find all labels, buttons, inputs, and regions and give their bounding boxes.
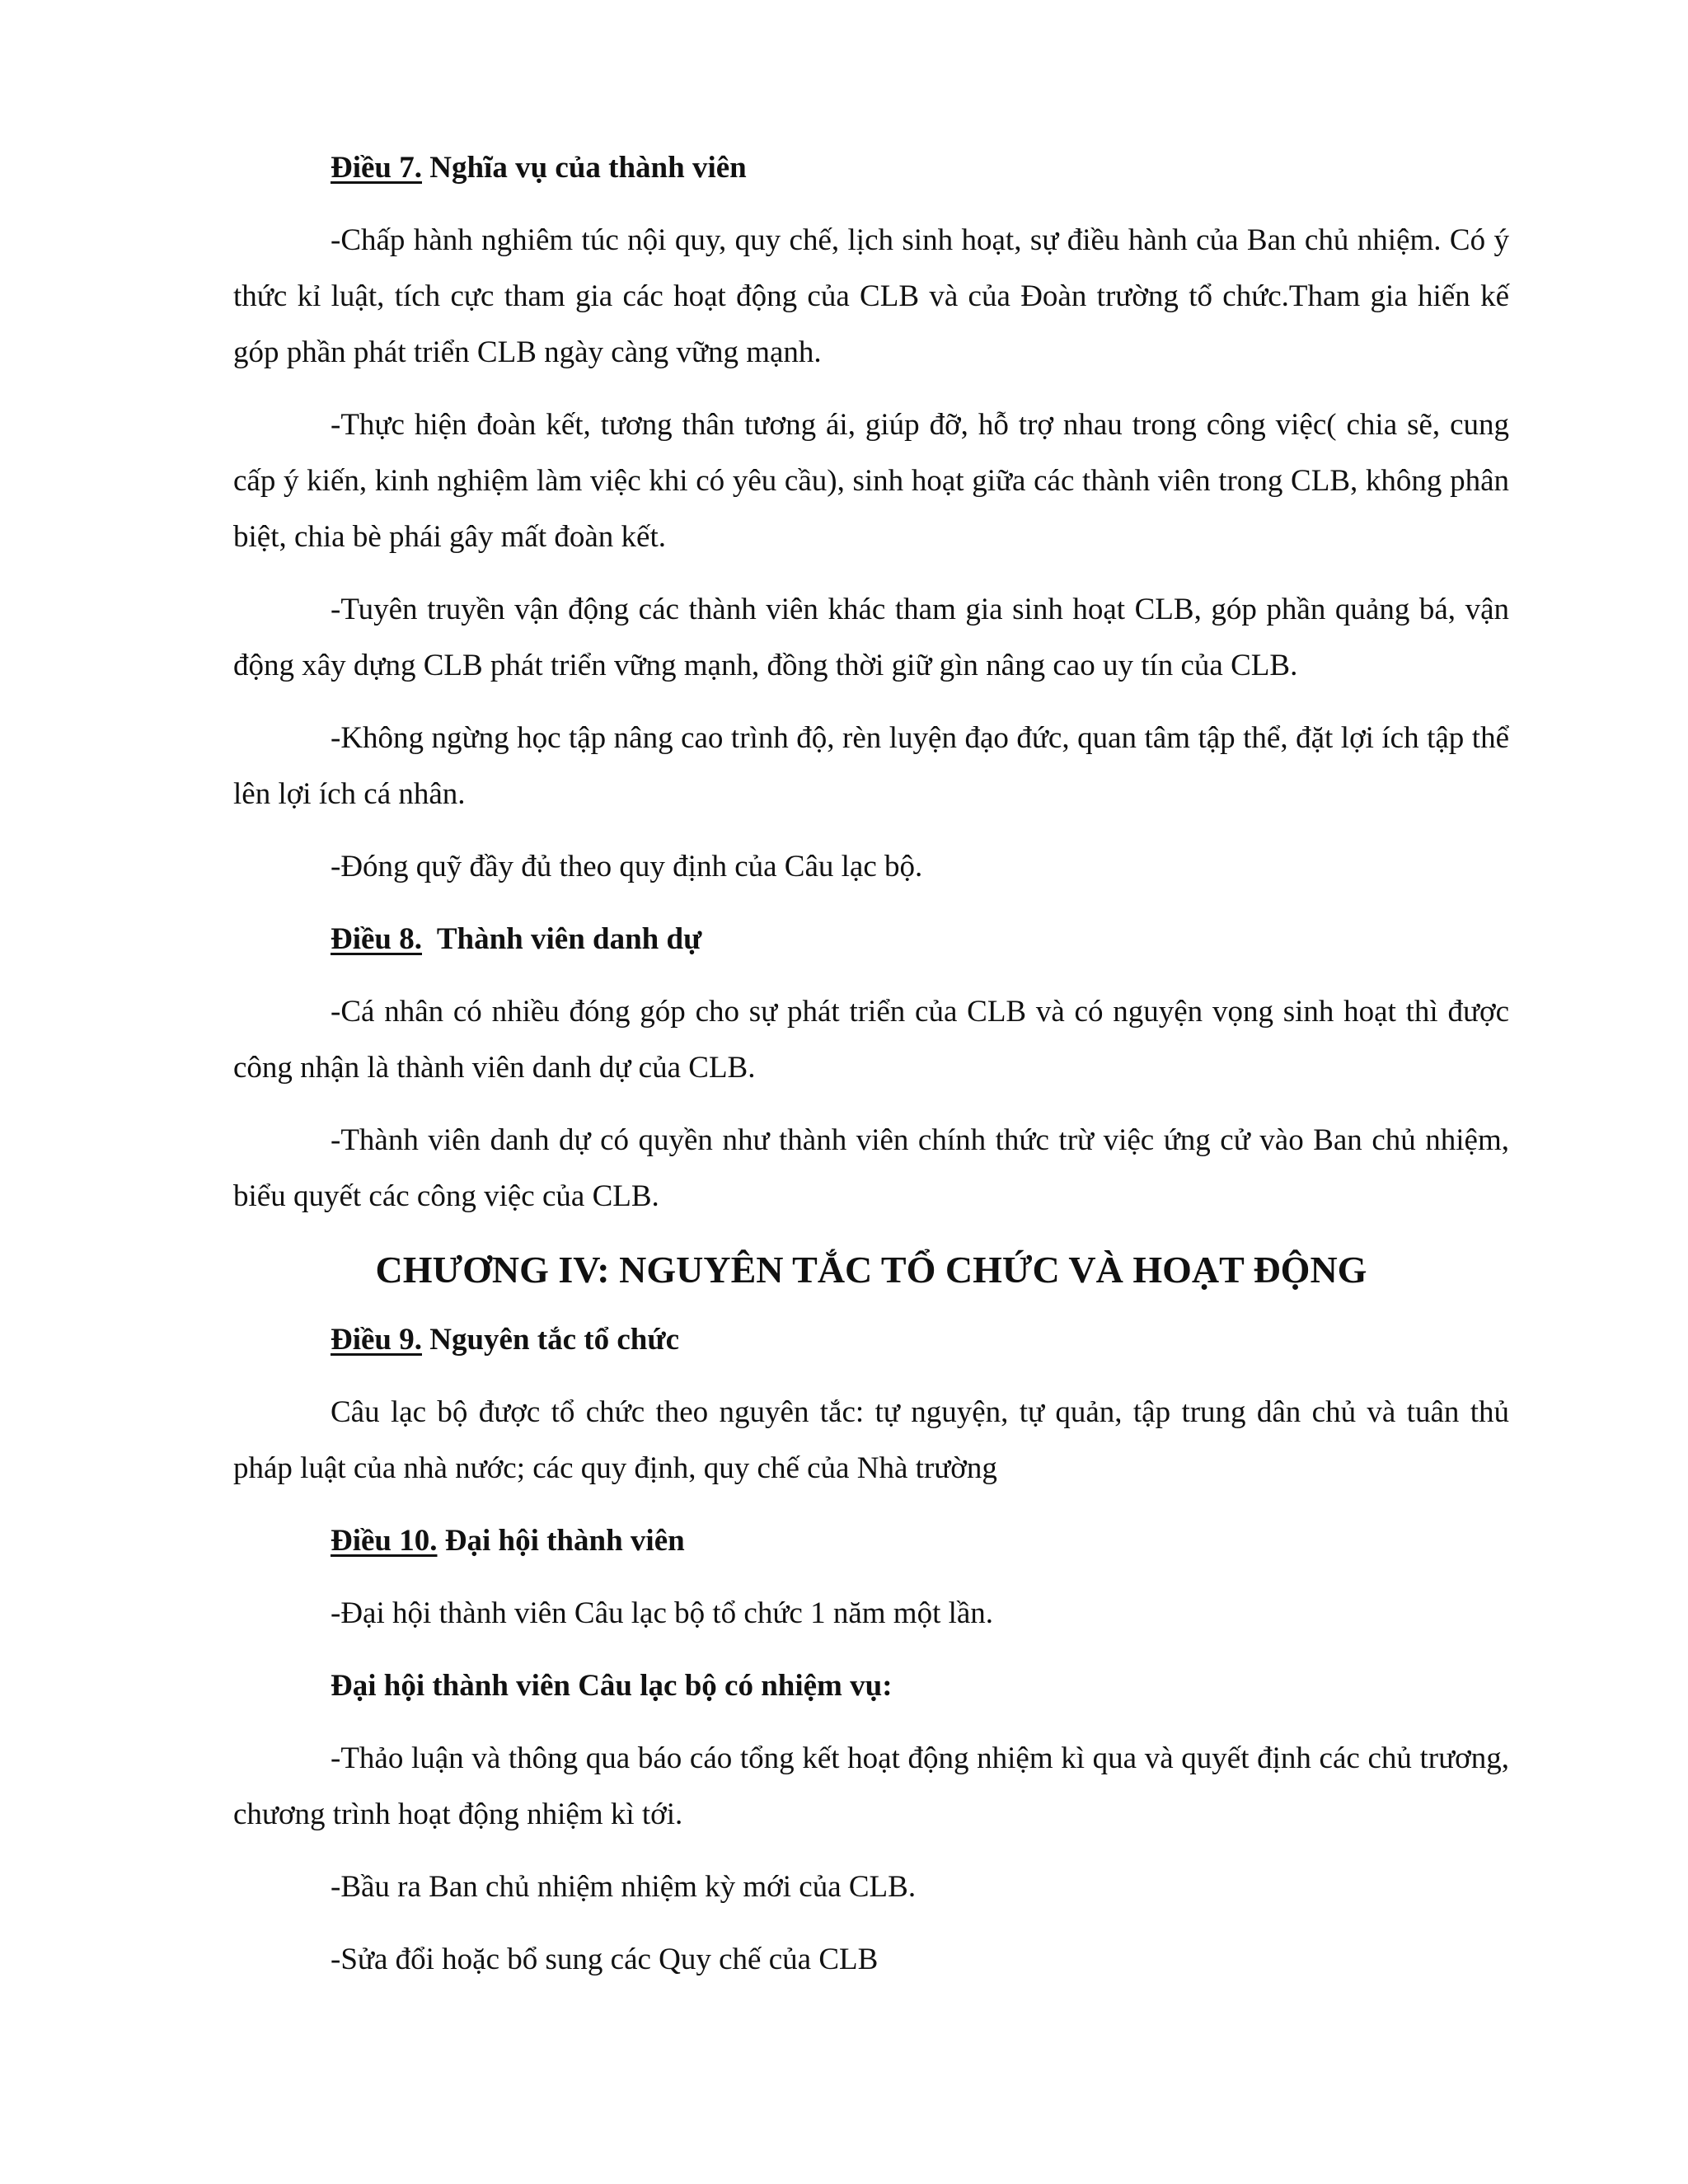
paragraph: -Đại hội thành viên Câu lạc bộ tổ chức 1 năm một lần. — [331, 1596, 994, 1630]
paragraph: -Sửa đổi hoặc bổ sung các Quy chế của CLB — [331, 1943, 879, 1976]
paragraph: -Tuyên truyền vận động các thành viên khác tham gia sinh hoạt CLB, góp phần quảng bá, vận động xây dựng CLB phát triển vững mạnh, đồng thời giữ gìn nâng cao uy tín của CLB. — [233, 593, 1509, 682]
paragraph: -Đóng quỹ đầy đủ theo quy định của Câu lạc bộ. — [331, 850, 923, 883]
article-title: Nguyên tắc tổ chức — [422, 1323, 679, 1357]
paragraph: -Cá nhân có nhiều đóng góp cho sự phát triển của CLB và có nguyện vọng sinh hoạt thì được công nhận là thành viên danh dự của CLB. — [233, 995, 1509, 1085]
article-number: Điều 10. — [331, 1524, 438, 1558]
paragraph: -Bầu ra Ban chủ nhiệm nhiệm kỳ mới của CLB. — [331, 1870, 917, 1904]
paragraph: -Thảo luận và thông qua báo cáo tổng kết hoạt động nhiệm kì qua và quyết định các chủ trương, chương trình hoạt động nhiệm kì tới. — [233, 1741, 1509, 1831]
paragraph: Câu lạc bộ được tổ chức theo nguyên tắc: tự nguyện, tự quản, tập trung dân chủ và tuân thủ pháp luật của nhà nước; các quy định, quy chế của Nhà trường — [233, 1395, 1509, 1485]
paragraph: -Chấp hành nghiêm túc nội quy, quy chế, lịch sinh hoạt, sự điều hành của Ban chủ nhiệm. Có ý thức kỉ luật, tích cực tham gia các hoạt động của CLB và của Đoàn trường tổ chức.Tham gia hiến kế góp phần phát triển CLB ngày càng vững mạnh. — [233, 223, 1509, 369]
article-9-heading — [233, 1312, 1509, 1368]
paragraph: -Không ngừng học tập nâng cao trình độ, rèn luyện đạo đức, quan tâm tập thể, đặt lợi ích tập thể lên lợi ích cá nhân. — [233, 721, 1509, 811]
duties-subheading: Đại hội thành viên Câu lạc bộ có nhiệm vụ: — [331, 1669, 893, 1703]
chapter-heading: CHƯƠNG IV: NGUYÊN TẮC TỔ CHỨC VÀ HOẠT ĐỘNG — [375, 1249, 1367, 1291]
article-title: Nghĩa vụ của thành viên — [422, 151, 747, 185]
document-page — [233, 140, 1509, 2004]
article-title: Đại hội thành viên — [437, 1524, 685, 1558]
paragraph: -Thực hiện đoàn kết, tương thân tương ái, giúp đỡ, hỗ trợ nhau trong công việc( chia sẽ, cung cấp ý kiến, kinh nghiệm làm việc khi có yêu cầu), sinh hoạt giữa các thành viên trong CLB, không phân biệt, chia bè phái gây mất đoàn kết. — [233, 408, 1509, 554]
article-8-heading — [233, 912, 1509, 968]
article-number: Điều 8. — [331, 922, 422, 956]
article-7-heading — [233, 140, 1509, 196]
article-10-heading — [233, 1513, 1509, 1569]
article-number: Điều 9. — [331, 1323, 422, 1357]
article-number: Điều 7. — [331, 151, 422, 185]
paragraph: -Thành viên danh dự có quyền như thành viên chính thức trừ việc ứng cử vào Ban chủ nhiệm, biểu quyết các công việc của CLB. — [233, 1123, 1509, 1213]
article-title: Thành viên danh dự — [422, 922, 702, 956]
